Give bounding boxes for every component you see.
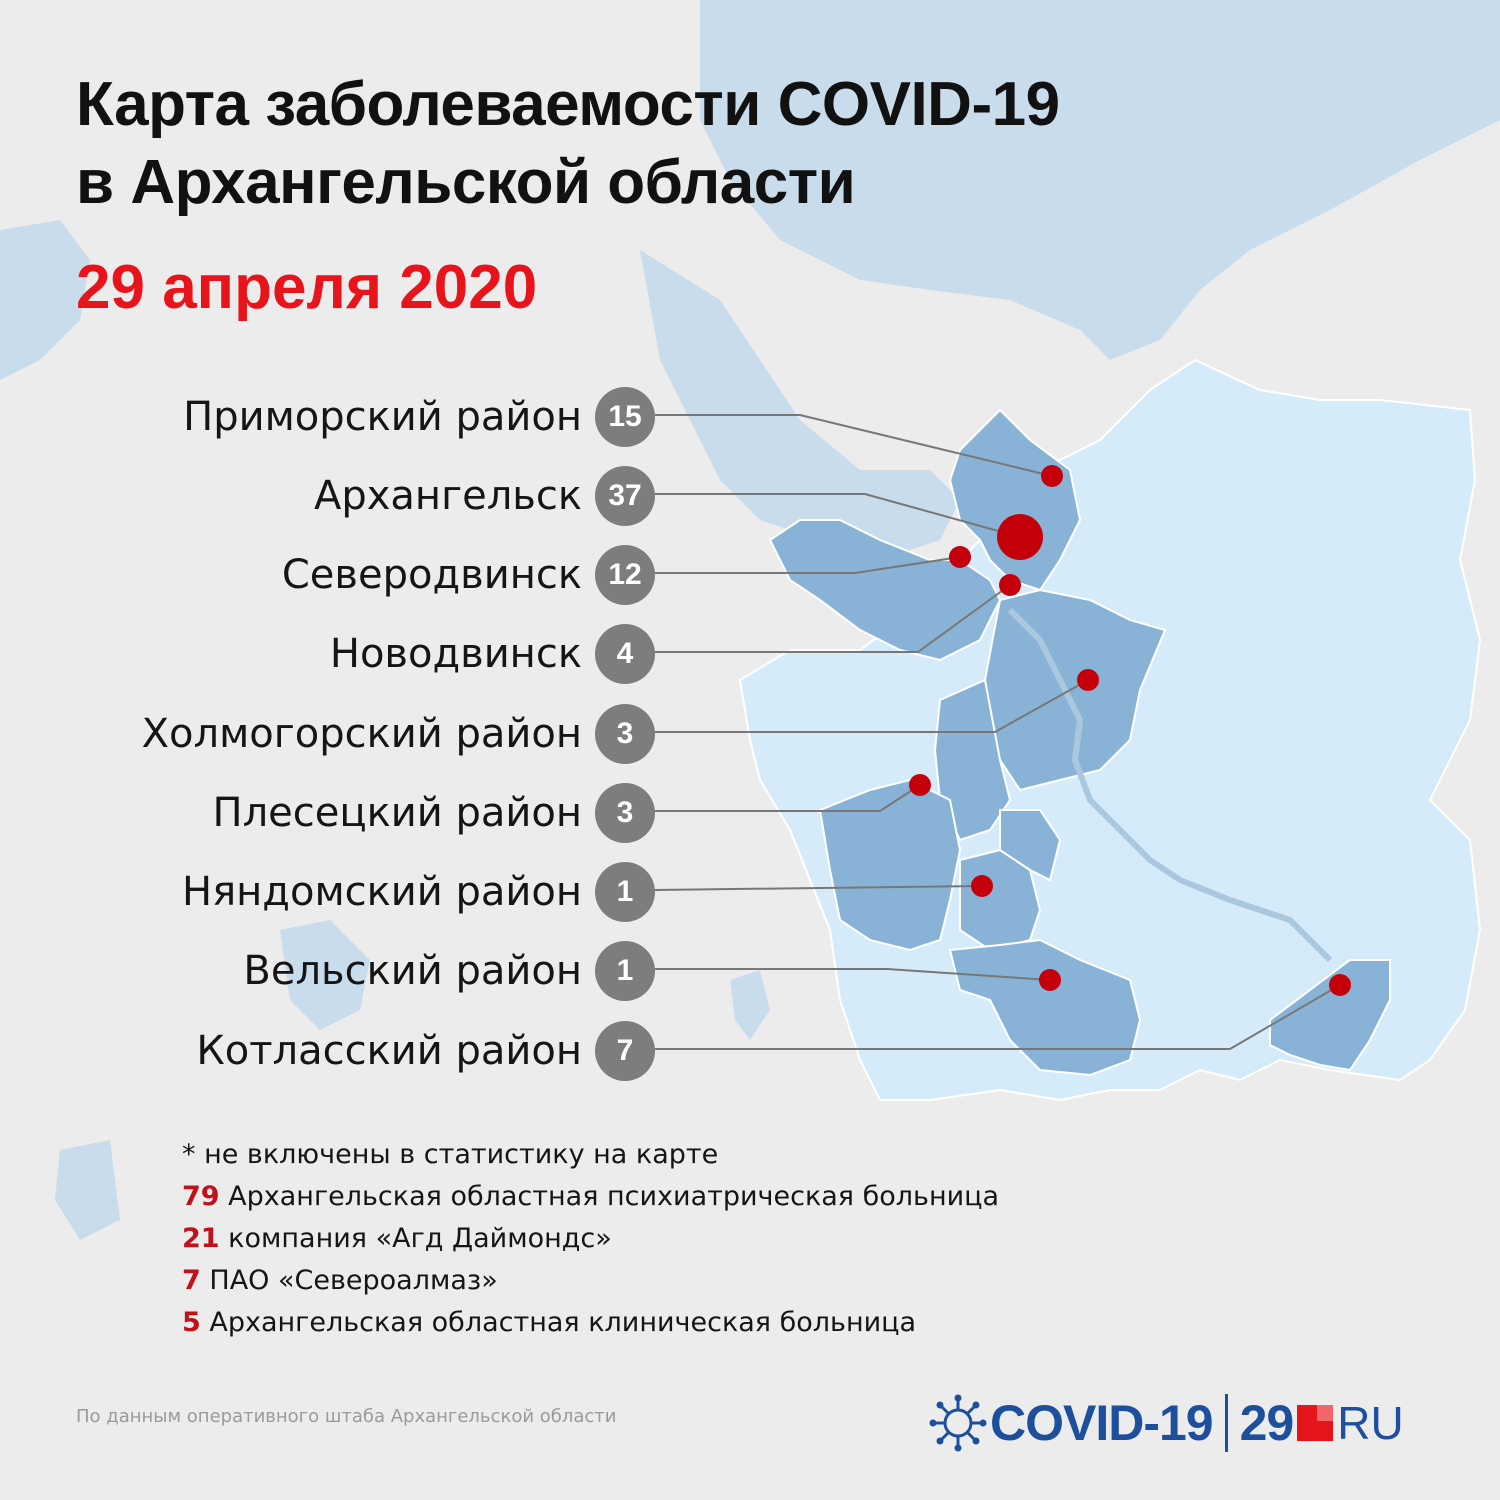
district-count: 7 (595, 1021, 655, 1081)
district-count: 3 (595, 704, 655, 764)
note-item (182, 1260, 999, 1302)
marker-novodvinsk (999, 574, 1021, 596)
note-label: Архангельская областная психиатрическая больница (228, 1181, 1000, 1212)
logo-divider (1225, 1394, 1228, 1452)
note-count: 7 (182, 1265, 201, 1296)
district-count: 1 (595, 941, 655, 1001)
page-title (76, 66, 1060, 222)
district-label: Северодвинск (281, 552, 582, 598)
district-label: Холмогорский район (141, 711, 582, 757)
note-item (182, 1218, 999, 1260)
marker-kholmogory (1077, 669, 1099, 691)
lake-sw (55, 1140, 120, 1240)
lake-south (730, 970, 770, 1040)
report-date: 29 апреля 2020 (76, 253, 538, 322)
note-item (182, 1302, 999, 1344)
marker-arkhangelsk (997, 514, 1043, 560)
district-count: 1 (595, 862, 655, 922)
district-label: Котласский район (196, 1028, 582, 1074)
note-label: ПАО «Североалмаз» (209, 1265, 498, 1296)
district-label: Новодвинск (329, 631, 582, 677)
note-label: компания «Агд Даймондс» (228, 1223, 612, 1254)
note-count: 21 (182, 1223, 220, 1254)
marker-kotlas (1329, 974, 1351, 996)
brand-logo[interactable] (928, 1388, 1404, 1458)
marker-nyandoma (971, 875, 993, 897)
district-count: 4 (595, 624, 655, 684)
note-label: Архангельская областная клиническая больница (209, 1307, 917, 1338)
district-count: 3 (595, 783, 655, 843)
excluded-notes (182, 1134, 999, 1344)
marker-plesetsk (909, 774, 931, 796)
district-label: Вельский район (243, 948, 582, 994)
logo-number: 29 (1239, 1395, 1294, 1451)
district-count: 15 (595, 387, 655, 447)
district-count: 12 (595, 545, 655, 605)
logo-ru-text: RU (1337, 1397, 1404, 1449)
title-line-2: в Архангельской области (76, 148, 856, 217)
note-count: 79 (182, 1181, 220, 1212)
district-label: Плесецкий район (212, 790, 582, 836)
notes-header: * не включены в статистику на карте (182, 1139, 719, 1170)
title-line-1: Карта заболеваемости COVID-19 (76, 70, 1060, 139)
logo-covid-text: COVID-19 (990, 1395, 1213, 1451)
data-source: По данным оперативного штаба Архангельской области (76, 1406, 617, 1427)
white-sea-bay (640, 250, 960, 560)
logo-red-square-icon (1297, 1405, 1333, 1441)
district-label: Архангельск (313, 473, 582, 519)
marker-severodvinsk (949, 546, 971, 568)
district-label: Няндомский район (182, 869, 582, 915)
marker-primorsky (1041, 465, 1063, 487)
marker-velsk (1039, 969, 1061, 991)
note-item (182, 1176, 999, 1218)
virus-icon (928, 1393, 988, 1453)
note-count: 5 (182, 1307, 201, 1338)
district-count: 37 (595, 466, 655, 526)
district-severodvinsk (770, 520, 1000, 660)
district-label: Приморский район (183, 394, 582, 440)
